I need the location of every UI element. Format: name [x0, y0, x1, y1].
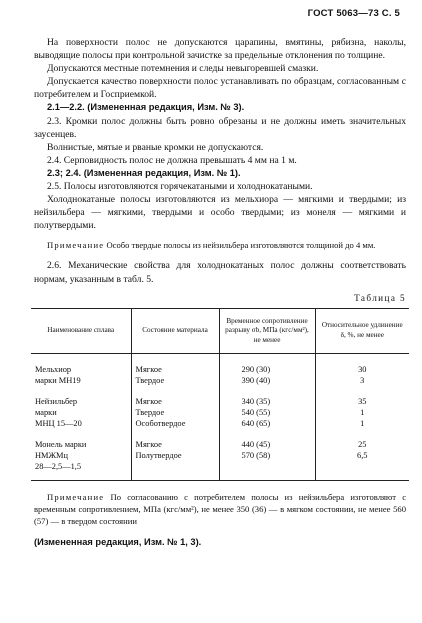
- table-row: [31, 429, 409, 481]
- document-body: [34, 36, 406, 558]
- amendment-note: (Измененная редакция, Изм. № 1, 3).: [34, 536, 202, 547]
- table-row: [31, 386, 409, 429]
- paragraph: Допускается качество поверхности полос устанавливать по образцам, согласованным с потребителем и Госприемкой.: [34, 76, 406, 101]
- strength-cell: 440 (45) 570 (58): [219, 429, 315, 481]
- strength-cell: 290 (30) 390 (40): [219, 353, 315, 386]
- paragraph: 2.4. Серповидность полос не должна превышать 4 мм на 1 м.: [47, 154, 297, 166]
- state-cell: Мягкое Полутвердое: [131, 429, 219, 481]
- state-cell: Мягкое Твердое: [131, 353, 219, 386]
- paragraph: Волнистые, мятые и рваные кромки не допускаются.: [47, 141, 264, 153]
- paragraph: 2.5. Полосы изготовляются горячекатаными и холоднокатаными.: [47, 181, 313, 193]
- amendment-note: 2.3; 2.4. (Измененная редакция, Изм. № 1).: [47, 167, 241, 178]
- paragraph: Допускаются местные потемнения и следы невыгоревшей смазки.: [47, 63, 319, 75]
- alloy-cell: Монель марки НМЖМц 28—2,5—1,5: [31, 429, 131, 481]
- paragraph: 2.6. Механические свойства для холоднокатаных полос должны соответствовать нормам, указанным в табл. 5.: [34, 260, 406, 285]
- elongation-cell: 25 6,5: [315, 429, 409, 481]
- paragraph: Холоднокатаные полосы изготовляются из мельхиора — мягкими и твердыми; из нейзильбера — мягкими, твердыми и особо твердыми; из монеля — мягкими и полутвердыми.: [34, 194, 406, 232]
- table-caption: Таблица 5: [354, 292, 406, 303]
- elongation-cell: 30 3: [315, 353, 409, 386]
- page-header: ГОСТ 5063—73 С. 5: [307, 8, 400, 19]
- amendment-note: 2.1—2.2. (Измененная редакция, Изм. № 3).: [47, 102, 245, 113]
- table-note: [34, 491, 406, 527]
- column-header: Наименование сплава: [31, 308, 131, 353]
- strength-cell: 340 (35) 540 (55) 640 (65): [219, 386, 315, 429]
- column-header: Состояние материала: [131, 308, 219, 353]
- table-header-row: [31, 308, 409, 353]
- note-label: Примечание: [47, 240, 105, 251]
- table-row: [31, 353, 409, 386]
- paragraph: На поверхности полос не допускаются царапины, вмятины, рябизна, наколы, выводящие полосы при контрольной зачистке за предельные отклонения по толщине.: [34, 37, 406, 62]
- alloy-cell: Мельхиор марки МН19: [35, 364, 81, 385]
- note-text: Особо твердые полосы из нейзильбера изготовляются толщиной до 4 мм.: [106, 240, 376, 251]
- paragraph: 2.3. Кромки полос должны быть ровно обрезаны и не должны иметь значительных заусенцев.: [34, 115, 406, 140]
- note-label: Примечание: [47, 491, 105, 502]
- note-text: По согласованию с потребителем полосы из нейзильбера изготовляют с временным сопротивлением, МПа (кгс/мм²), не менее 350 (36) — в мягком состоянии, не менее 560 (57) — в твердом состоянии: [34, 491, 407, 526]
- properties-table: [31, 308, 409, 481]
- alloy-cell: Нейзильбер марки МНЦ 15—20: [35, 396, 82, 428]
- column-header: Относительное удлинение δ, %, не менее: [315, 308, 409, 353]
- note: [34, 239, 406, 251]
- elongation-cell: 35 1 1: [315, 386, 409, 429]
- state-cell: Мягкое Твердое Особотвердое: [131, 386, 219, 429]
- column-header: Временное сопротивление разрыву σb, МПа (кгс/мм²), не менее: [219, 308, 315, 353]
